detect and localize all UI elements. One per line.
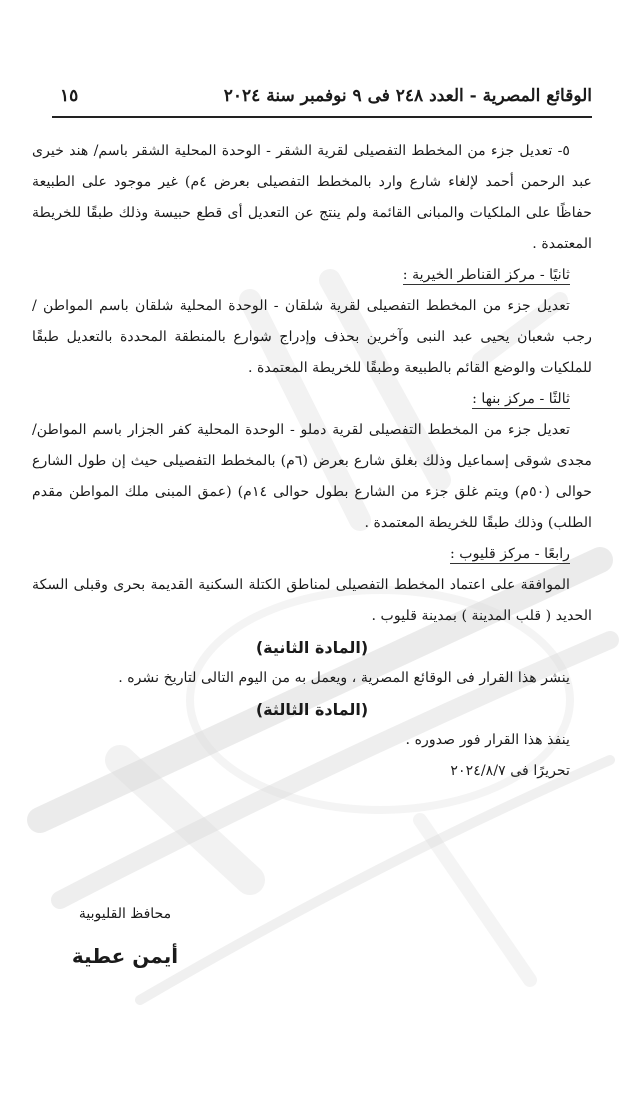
- article-2-text: ينشر هذا القرار فى الوقائع المصرية ، ويعمل به من اليوم التالى لتاريخ نشره .: [118, 670, 570, 686]
- item-5-paragraph: ٥- تعديل جزء من المخطط التفصيلى لقرية الشقر - الوحدة المحلية الشقر باسم/ هند خيرى عبد الرحمن أحمد لإلغاء شارع وارد بالمخطط التفصيلى بعرض ٤م) غير موجود على الطبيعة حفاظًا على الملكيات والمبانى القائمة ولم ينتج عن التعديل أى قطع حبيسة وذلك طبقًا للخريطة المعتمدة .: [32, 143, 592, 252]
- article-3-title: (المادة الثالثة): [255, 700, 369, 719]
- gazette-title: الوقائع المصرية - العدد ٢٤٨ فى ٩ نوفمبر سنة ٢٠٢٤: [223, 86, 592, 106]
- section-heading-qanater: [32, 260, 592, 291]
- issue-date: تحريرًا فى ٢٠٢٤/٨/٧: [450, 763, 570, 779]
- article-2-title: (المادة الثانية): [255, 638, 369, 657]
- section-heading-banha-text: ثالثًا - مركز بنها :: [472, 391, 570, 407]
- decree-body: [32, 136, 592, 787]
- section-paragraph-qanater: تعديل جزء من المخطط التفصيلى لقرية شلقان - الوحدة المحلية شلقان باسم المواطن / رجب شعبان يحيى عبد النبى وآخرين بحذف وإدراج شوارع بالمنطقة المحددة بالتعديل طبقًا للملكيات والوضع القائم بالطبيعة وطبقًا للخريطة المعتمدة .: [32, 298, 592, 376]
- section-paragraph-banha: تعديل جزء من المخطط التفصيلى لقرية دملو - الوحدة المحلية كفر الجزار باسم المواطن/ مجدى شوقى إسماعيل وذلك بغلق شارع بعرض (٦م) بالمخطط التفصيلى حيث إن طول الشارع حوالى (٥٠م) ويتم غلق جزء من الشارع بطول حوالى ١٤م) (عمق المبنى ملك المواطن مقدم الطلب) وذلك طبقًا للخريطة المعتمدة .: [32, 422, 592, 531]
- signature-block: [40, 900, 210, 978]
- page-number: ١٥: [60, 86, 79, 106]
- section-paragraph-qalyub: الموافقة على اعتماد المخطط التفصيلى لمناطق الكتلة السكنية القديمة بحرى وقبلى السكة الحديد ( قلب المدينة ) بمدينة قليوب .: [32, 577, 592, 624]
- section-heading-banha: [32, 384, 592, 415]
- page-header: [52, 84, 592, 118]
- section-heading-qanater-text: ثانيًا - مركز القناطر الخيرية :: [402, 267, 570, 283]
- governor-title: محافظ القليوبية: [78, 906, 172, 922]
- governor-name: أيمن عطية: [71, 944, 179, 968]
- section-heading-qalyub: [32, 539, 592, 570]
- section-heading-qalyub-text: رابعًا - مركز قليوب :: [450, 546, 570, 562]
- article-3-text: ينفذ هذا القرار فور صدوره .: [405, 732, 570, 748]
